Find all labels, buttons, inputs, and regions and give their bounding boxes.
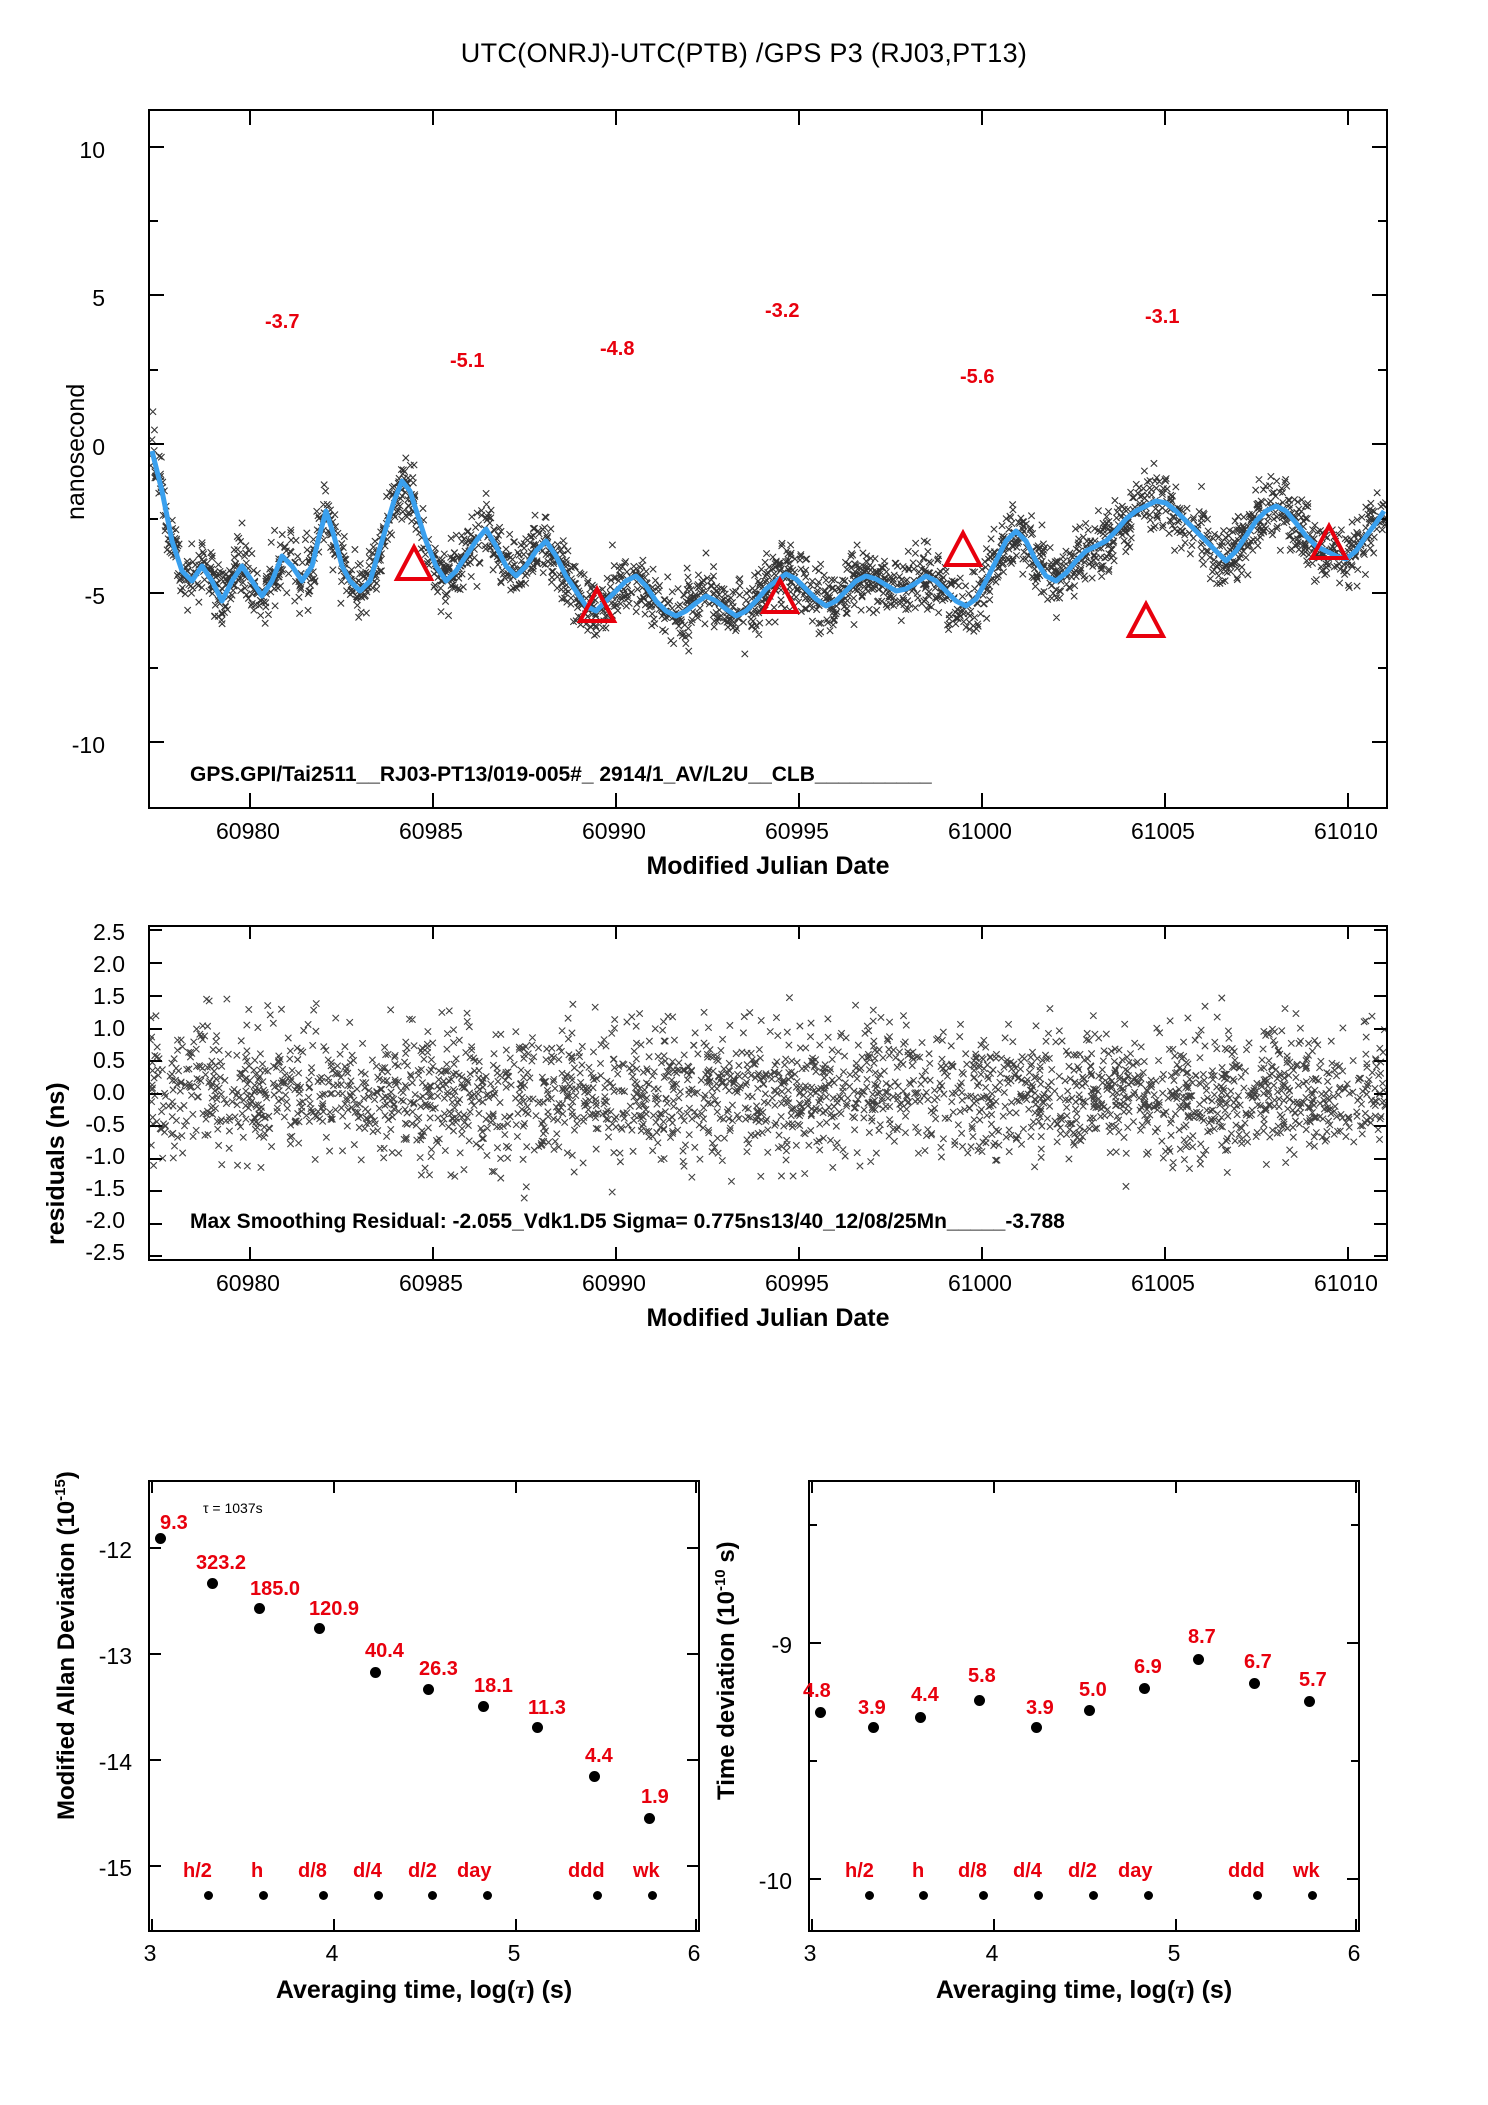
panel4-tick-label-1: h: [912, 1860, 925, 1882]
panel1-y-axis-label: nanosecond: [62, 383, 90, 520]
panel4-tick-label-0: h/2: [845, 1860, 874, 1882]
panel3-point-label-3: 120.9: [309, 1598, 360, 1620]
panel4-tick-label-6: ddd: [1228, 1860, 1265, 1882]
panel1-ytick-4: -10: [71, 732, 105, 758]
panel3-point-2: [254, 1603, 265, 1614]
panel3-point-label-0: 9.3: [160, 1512, 188, 1534]
panel4-tick-label-2: d/8: [958, 1860, 987, 1882]
panel3-point-1: [207, 1578, 218, 1589]
panel2-ytick-5: 0.0: [93, 1079, 125, 1105]
panel2-data-cloud: [150, 994, 1386, 1201]
panel4-point-label-2: 4.4: [911, 1684, 939, 1706]
panel2-xtick-1: 60985: [399, 1270, 463, 1296]
panel4-point-label-1: 3.9: [858, 1697, 886, 1719]
panel3-tick-label-2: d/8: [298, 1860, 327, 1882]
panel4-axis-marker-4: [1089, 1891, 1098, 1900]
panel4-axis-marker-6: [1253, 1891, 1262, 1900]
panel4-tick-label-4: d/2: [1068, 1860, 1097, 1882]
panel1-marker-label-3: -3.2: [765, 300, 800, 322]
panel4-point-4: [1031, 1722, 1042, 1733]
panel3-point-8: [589, 1771, 600, 1782]
panel2-ytick-9: -2.0: [85, 1207, 125, 1233]
panel4-point-7: [1193, 1654, 1204, 1665]
panel3-axis-marker-5: [483, 1891, 492, 1900]
page-title: UTC(ONRJ)-UTC(PTB) /GPS P3 (RJ03,PT13): [460, 38, 1028, 68]
panel2-xtick-6: 61010: [1314, 1270, 1378, 1296]
panel4-x-axis-tau: τ: [1175, 1977, 1187, 2004]
panel3-tick-label-3: d/4: [353, 1860, 382, 1882]
panel1-footnote: GPS.GPI/Tai2511__RJ03-PT13/019-005#_ 2914/1_AV/L2U__CLB__________: [190, 763, 932, 786]
panel2-ytick-0: 2.5: [93, 919, 125, 945]
panel1-ytick-1: 5: [92, 285, 105, 311]
panel4-y-axis-label: [712, 1541, 741, 1800]
panel2-ytick-10: -2.5: [85, 1239, 125, 1265]
panel3-point-label-9: 1.9: [641, 1786, 669, 1808]
panel4-point-1: [868, 1722, 879, 1733]
panel1-xtick-3: 60995: [765, 818, 829, 844]
panel3-point-label-1: 323.2: [196, 1552, 247, 1574]
panel4-y-axis-exp: -10: [712, 1569, 729, 1592]
panel2-ytick-6: -0.5: [85, 1111, 125, 1137]
panel1-xtick-6: 61010: [1314, 818, 1378, 844]
panel1-marker-label-2: -4.8: [600, 338, 635, 360]
panel4-axis-marker-3: [1034, 1891, 1043, 1900]
panel4-x-axis-label: [834, 1976, 1334, 2005]
panel4-axis-marker-2: [979, 1891, 988, 1900]
panel2-xtick-5: 61005: [1131, 1270, 1195, 1296]
panel2-ytick-3: 1.0: [93, 1015, 125, 1041]
panel1-ytick-2: 0: [92, 434, 105, 460]
panel4-xtick-0: 3: [803, 1940, 817, 1966]
panel3-point-5: [423, 1684, 434, 1695]
panel4-point-label-4: 3.9: [1026, 1697, 1054, 1719]
panel4-axis-marker-5: [1144, 1891, 1153, 1900]
panel3-point-label-4: 40.4: [365, 1640, 404, 1662]
panel2-ytick-1: 2.0: [93, 951, 125, 977]
panel1-xtick-1: 60985: [399, 818, 463, 844]
panel3-xtick-2: 5: [507, 1940, 521, 1966]
panel3-ytick-2: -14: [98, 1749, 132, 1775]
panel4-point-label-7: 8.7: [1188, 1626, 1216, 1648]
panel3-axis-marker-4: [428, 1891, 437, 1900]
panel4-xtick-1: 4: [985, 1940, 999, 1966]
panel4-point-5: [1084, 1705, 1095, 1716]
panel3-tick-label-7: wk: [633, 1860, 660, 1882]
panel3-point-label-6: 18.1: [474, 1675, 513, 1697]
panel2-ytick-7: -1.0: [85, 1143, 125, 1169]
panel3-point-9: [644, 1813, 655, 1824]
panel4-point-9: [1304, 1696, 1315, 1707]
panel2-xtick-4: 61000: [948, 1270, 1012, 1296]
panel4-axis-marker-0: [865, 1891, 874, 1900]
panel4-axis-marker-1: [919, 1891, 928, 1900]
panel4-point-0: [815, 1707, 826, 1718]
panel3-y-axis-label-text: Modified Allan Deviation (10: [53, 1500, 80, 1820]
panel3-ytick-0: -12: [98, 1537, 132, 1563]
panel3-point-label-5: 26.3: [419, 1658, 458, 1680]
panel3-axis-marker-6: [593, 1891, 602, 1900]
panel4-axis-marker-7: [1308, 1891, 1317, 1900]
panel3-point-3: [314, 1623, 325, 1634]
panel4-point-label-9: 5.7: [1299, 1669, 1327, 1691]
panel2-xtick-3: 60995: [765, 1270, 829, 1296]
panel4-y-axis-close: s): [713, 1541, 740, 1570]
panel3-x-axis-label-b: ) (s): [526, 1976, 573, 2004]
panel3-axis-marker-7: [648, 1891, 657, 1900]
panel4-x-axis-label-a: Averaging time, log(: [935, 1976, 1176, 2004]
panel3-x-axis-label: [174, 1976, 674, 2005]
panel1-marker-label-1: -5.1: [450, 350, 485, 372]
panel4-point-label-5: 5.0: [1079, 1679, 1107, 1701]
panel4-point-2: [915, 1712, 926, 1723]
panel3-tick-label-4: d/2: [408, 1860, 437, 1882]
panel4-point-label-0: 4.8: [803, 1680, 831, 1702]
panel4-point-label-3: 5.8: [968, 1665, 996, 1687]
panel2-ytick-8: -1.5: [85, 1175, 125, 1201]
panel2-xtick-0: 60980: [216, 1270, 280, 1296]
panel1-xtick-0: 60980: [216, 818, 280, 844]
panel4-y-axis-label-text: Time deviation (10: [713, 1591, 740, 1800]
panel3-y-axis-exp: -15: [52, 1479, 69, 1501]
panel4-ytick-0: -9: [771, 1632, 792, 1658]
panel1-marker-label-0: -3.7: [265, 311, 300, 333]
panel4-point-label-6: 6.9: [1134, 1656, 1162, 1678]
panel2-xtick-2: 60990: [582, 1270, 646, 1296]
panel3-tick-label-5: day: [457, 1860, 492, 1882]
panel1-xtick-2: 60990: [582, 818, 646, 844]
panel4-point-3: [974, 1695, 985, 1706]
panel3-y-axis-close: ): [53, 1471, 80, 1480]
panel3-point-7: [532, 1722, 543, 1733]
panel4-xtick-3: 6: [1347, 1940, 1361, 1966]
panel3-axis-marker-3: [374, 1891, 383, 1900]
panel3-tau-note: τ = 1037s: [203, 1500, 263, 1516]
panel2-ytick-4: 0.5: [93, 1047, 125, 1073]
panel4-point-6: [1139, 1683, 1150, 1694]
panel4-point-8: [1249, 1678, 1260, 1689]
panel3-axis-marker-0: [204, 1891, 213, 1900]
panel3-point-label-7: 11.3: [528, 1697, 566, 1719]
panel3-ytick-1: -13: [98, 1643, 132, 1669]
panel1-xtick-4: 61000: [948, 818, 1012, 844]
panel1-marker-label-4: -5.6: [960, 366, 995, 388]
panel3-point-label-2: 185.0: [250, 1578, 301, 1600]
panel4-ytick-1: -10: [758, 1868, 792, 1894]
panel3-x-axis-tau: τ: [515, 1977, 527, 2004]
panel1-ytick-3: -5: [84, 583, 105, 609]
panel3-x-axis-label-a: Averaging time, log(: [275, 1976, 516, 2004]
panel3-point-label-8: 4.4: [585, 1745, 613, 1767]
panel3-tick-label-0: h/2: [183, 1860, 212, 1882]
panel3-xtick-1: 4: [325, 1940, 339, 1966]
panel3-point-4: [370, 1667, 381, 1678]
panel2-footnote: Max Smoothing Residual: -2.055_Vdk1.D5 Sigma= 0.775ns13/40_12/08/25Mn_____-3.788: [190, 1210, 1065, 1233]
panel3-axis-marker-2: [319, 1891, 328, 1900]
panel1-xtick-5: 61005: [1131, 818, 1195, 844]
panel2-x-axis-label: Modified Julian Date: [646, 1304, 890, 1332]
panel3-tick-label-1: h: [251, 1860, 264, 1882]
panel3-tick-label-6: ddd: [568, 1860, 605, 1882]
panel4-tick-label-3: d/4: [1013, 1860, 1042, 1882]
panel1-x-axis-label: Modified Julian Date: [646, 852, 890, 880]
panel1-ytick-0: 10: [79, 137, 105, 163]
panel1-canvas: [150, 111, 1386, 807]
panel4-x-axis-label-b: ) (s): [1186, 1976, 1233, 2004]
panel1-plot-area: [148, 109, 1388, 809]
panel3-ytick-3: -15: [98, 1855, 132, 1881]
panel3-xtick-0: 3: [143, 1940, 157, 1966]
panel4-point-label-8: 6.7: [1244, 1651, 1272, 1673]
panel2-y-axis-label: residuals (ns): [42, 1082, 70, 1245]
panel4-tick-label-7: wk: [1293, 1860, 1320, 1882]
panel2-ytick-2: 1.5: [93, 983, 125, 1009]
panel1-marker-label-5: -3.1: [1145, 306, 1180, 328]
panel3-xtick-3: 6: [687, 1940, 701, 1966]
panel4-tick-label-5: day: [1118, 1860, 1153, 1882]
panel3-axis-marker-1: [259, 1891, 268, 1900]
panel3-point-6: [478, 1701, 489, 1712]
panel4-xtick-2: 5: [1167, 1940, 1181, 1966]
